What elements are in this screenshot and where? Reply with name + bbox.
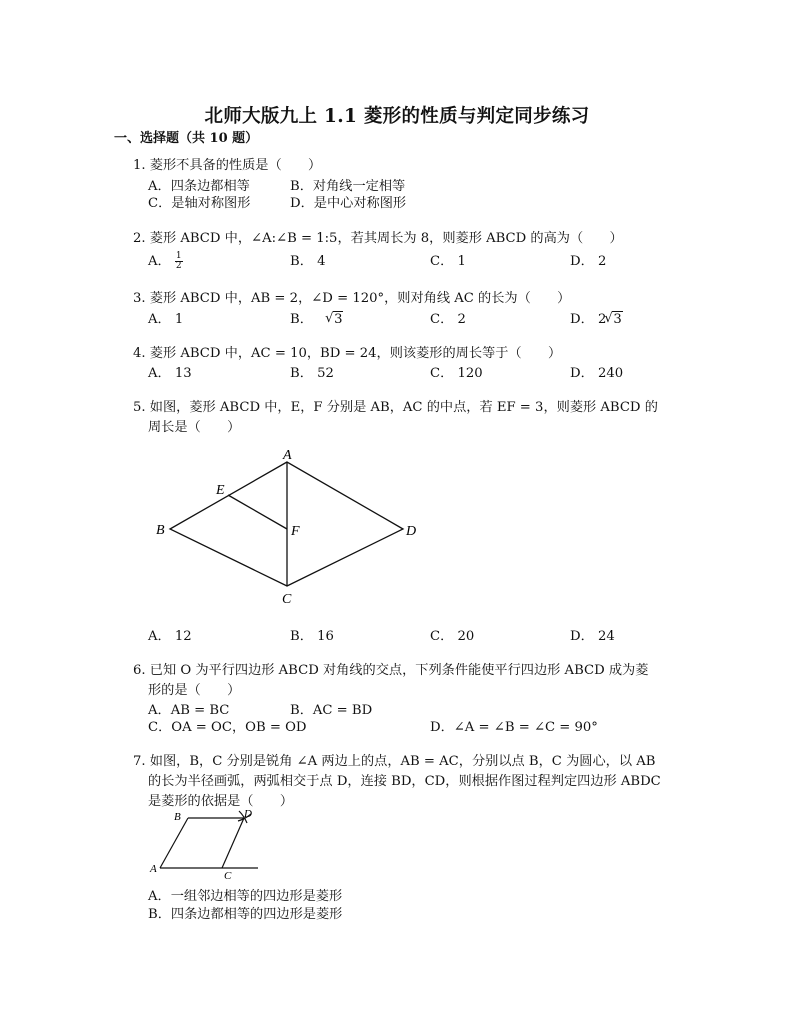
q7-label-c: C — [224, 870, 232, 882]
q4-option-c: C． 120 — [430, 366, 483, 381]
q3-option-d-label: D． 2 — [570, 312, 607, 327]
q3-option-b-sqrt: √ 3 — [327, 312, 343, 327]
q6-option-a: A．AB = BC — [148, 703, 230, 718]
q1-option-d: D．是中心对称图形 — [290, 196, 407, 211]
q7-option-b: B．四条边都相等的四边形是菱形 — [148, 907, 343, 922]
q5-option-b: B． 16 — [290, 629, 334, 644]
segment-ef — [228, 495, 287, 529]
q5-rhombus-figure — [150, 443, 430, 613]
q2-option-c: C． 1 — [430, 254, 466, 269]
q3-option-d — [570, 308, 623, 327]
section-heading: 一、选择题（共 10 题） — [114, 131, 259, 146]
q6-stem-line2: 形的是（ ） — [148, 683, 241, 698]
q3-option-a: A． 1 — [148, 312, 184, 327]
q2-option-d: D． 2 — [570, 254, 607, 269]
side-cd — [222, 818, 244, 868]
q2-option-a — [148, 250, 183, 271]
q6-option-c: C．OA = OC，OB = OD — [148, 720, 307, 735]
q7-rhombus-figure — [148, 806, 268, 882]
q5-option-c: C． 20 — [430, 629, 475, 644]
q7-option-a: A．一组邻边相等的四边形是菱形 — [148, 889, 343, 904]
q6-option-d: D．∠A = ∠B = ∠C = 90° — [430, 720, 598, 735]
q3-stem: 3. 菱形 ABCD 中，AB = 2，∠D = 120°，则对角线 AC 的长为（ ） — [133, 291, 571, 306]
q4-option-d: D． 240 — [570, 366, 624, 381]
q3-option-c: C． 2 — [430, 312, 466, 327]
q7-label-b: B — [174, 811, 181, 823]
q5-option-a: A． 12 — [148, 629, 192, 644]
q4-stem: 4. 菱形 ABCD 中，AC = 10，BD = 24，则该菱形的周长等于（ ） — [133, 346, 562, 361]
q5-label-b: B — [156, 523, 165, 538]
q3-option-b-label: B． — [290, 312, 313, 327]
q2-stem: 2. 菱形 ABCD 中，∠A:∠B = 1:5，若其周长为 8，则菱形 ABCD 的高为（ ） — [133, 231, 623, 246]
q5-stem-line2: 周长是（ ） — [148, 420, 241, 435]
q4-option-b: B． 52 — [290, 366, 334, 381]
q3-option-d-sqrt: √ 3 — [606, 312, 622, 327]
q6-option-b: B．AC = BD — [290, 703, 373, 718]
q5-stem-line1: 5. 如图，菱形 ABCD 中，E，F 分别是 AB，AC 的中点，若 EF = 3，则菱形 ABCD 的 — [133, 400, 658, 415]
q7-label-d: D — [244, 808, 252, 820]
q5-label-d: D — [406, 524, 417, 539]
q7-label-a: A — [150, 863, 157, 875]
q2-option-a-fraction: $\frac{1}{2}$ — [175, 251, 182, 271]
q5-label-a: A — [283, 448, 292, 463]
q1-option-c: C．是轴对称图形 — [148, 196, 251, 211]
q7-stem-line2: 的长为半径画弧，两弧相交于点 D，连接 BD，CD，则根据作图过程判定四边形 ABDC — [148, 774, 661, 789]
side-ab-ray — [160, 818, 188, 868]
q5-label-f: F — [291, 524, 300, 539]
q5-label-c: C — [282, 592, 292, 607]
q7-stem-line3: 是菱形的依据是（ ） — [148, 794, 294, 809]
q2-option-b: B． 4 — [290, 254, 326, 269]
page-title: 北师大版九上 1.1 菱形的性质与判定同步练习 — [204, 106, 590, 127]
q2-option-a-label: A． — [148, 254, 171, 269]
q4-option-a: A． 13 — [148, 366, 192, 381]
q5-label-e: E — [216, 483, 225, 498]
q7-stem-line1: 7. 如图，B，C 分别是锐角 ∠A 两边上的点，AB = AC，分别以点 B，C 为圆心，以 AB — [133, 754, 656, 769]
q1-option-a: A．四条边都相等 — [148, 179, 250, 194]
q3-option-b — [290, 308, 343, 327]
q6-stem-line1: 6. 已知 O 为平行四边形 ABCD 对角线的交点，下列条件能使平行四边形 ABCD 成为菱 — [133, 663, 649, 678]
q5-option-d: D． 24 — [570, 629, 615, 644]
q1-option-b: B．对角线一定相等 — [290, 179, 406, 194]
q1-stem: 1. 菱形不具备的性质是（ ） — [133, 158, 322, 173]
